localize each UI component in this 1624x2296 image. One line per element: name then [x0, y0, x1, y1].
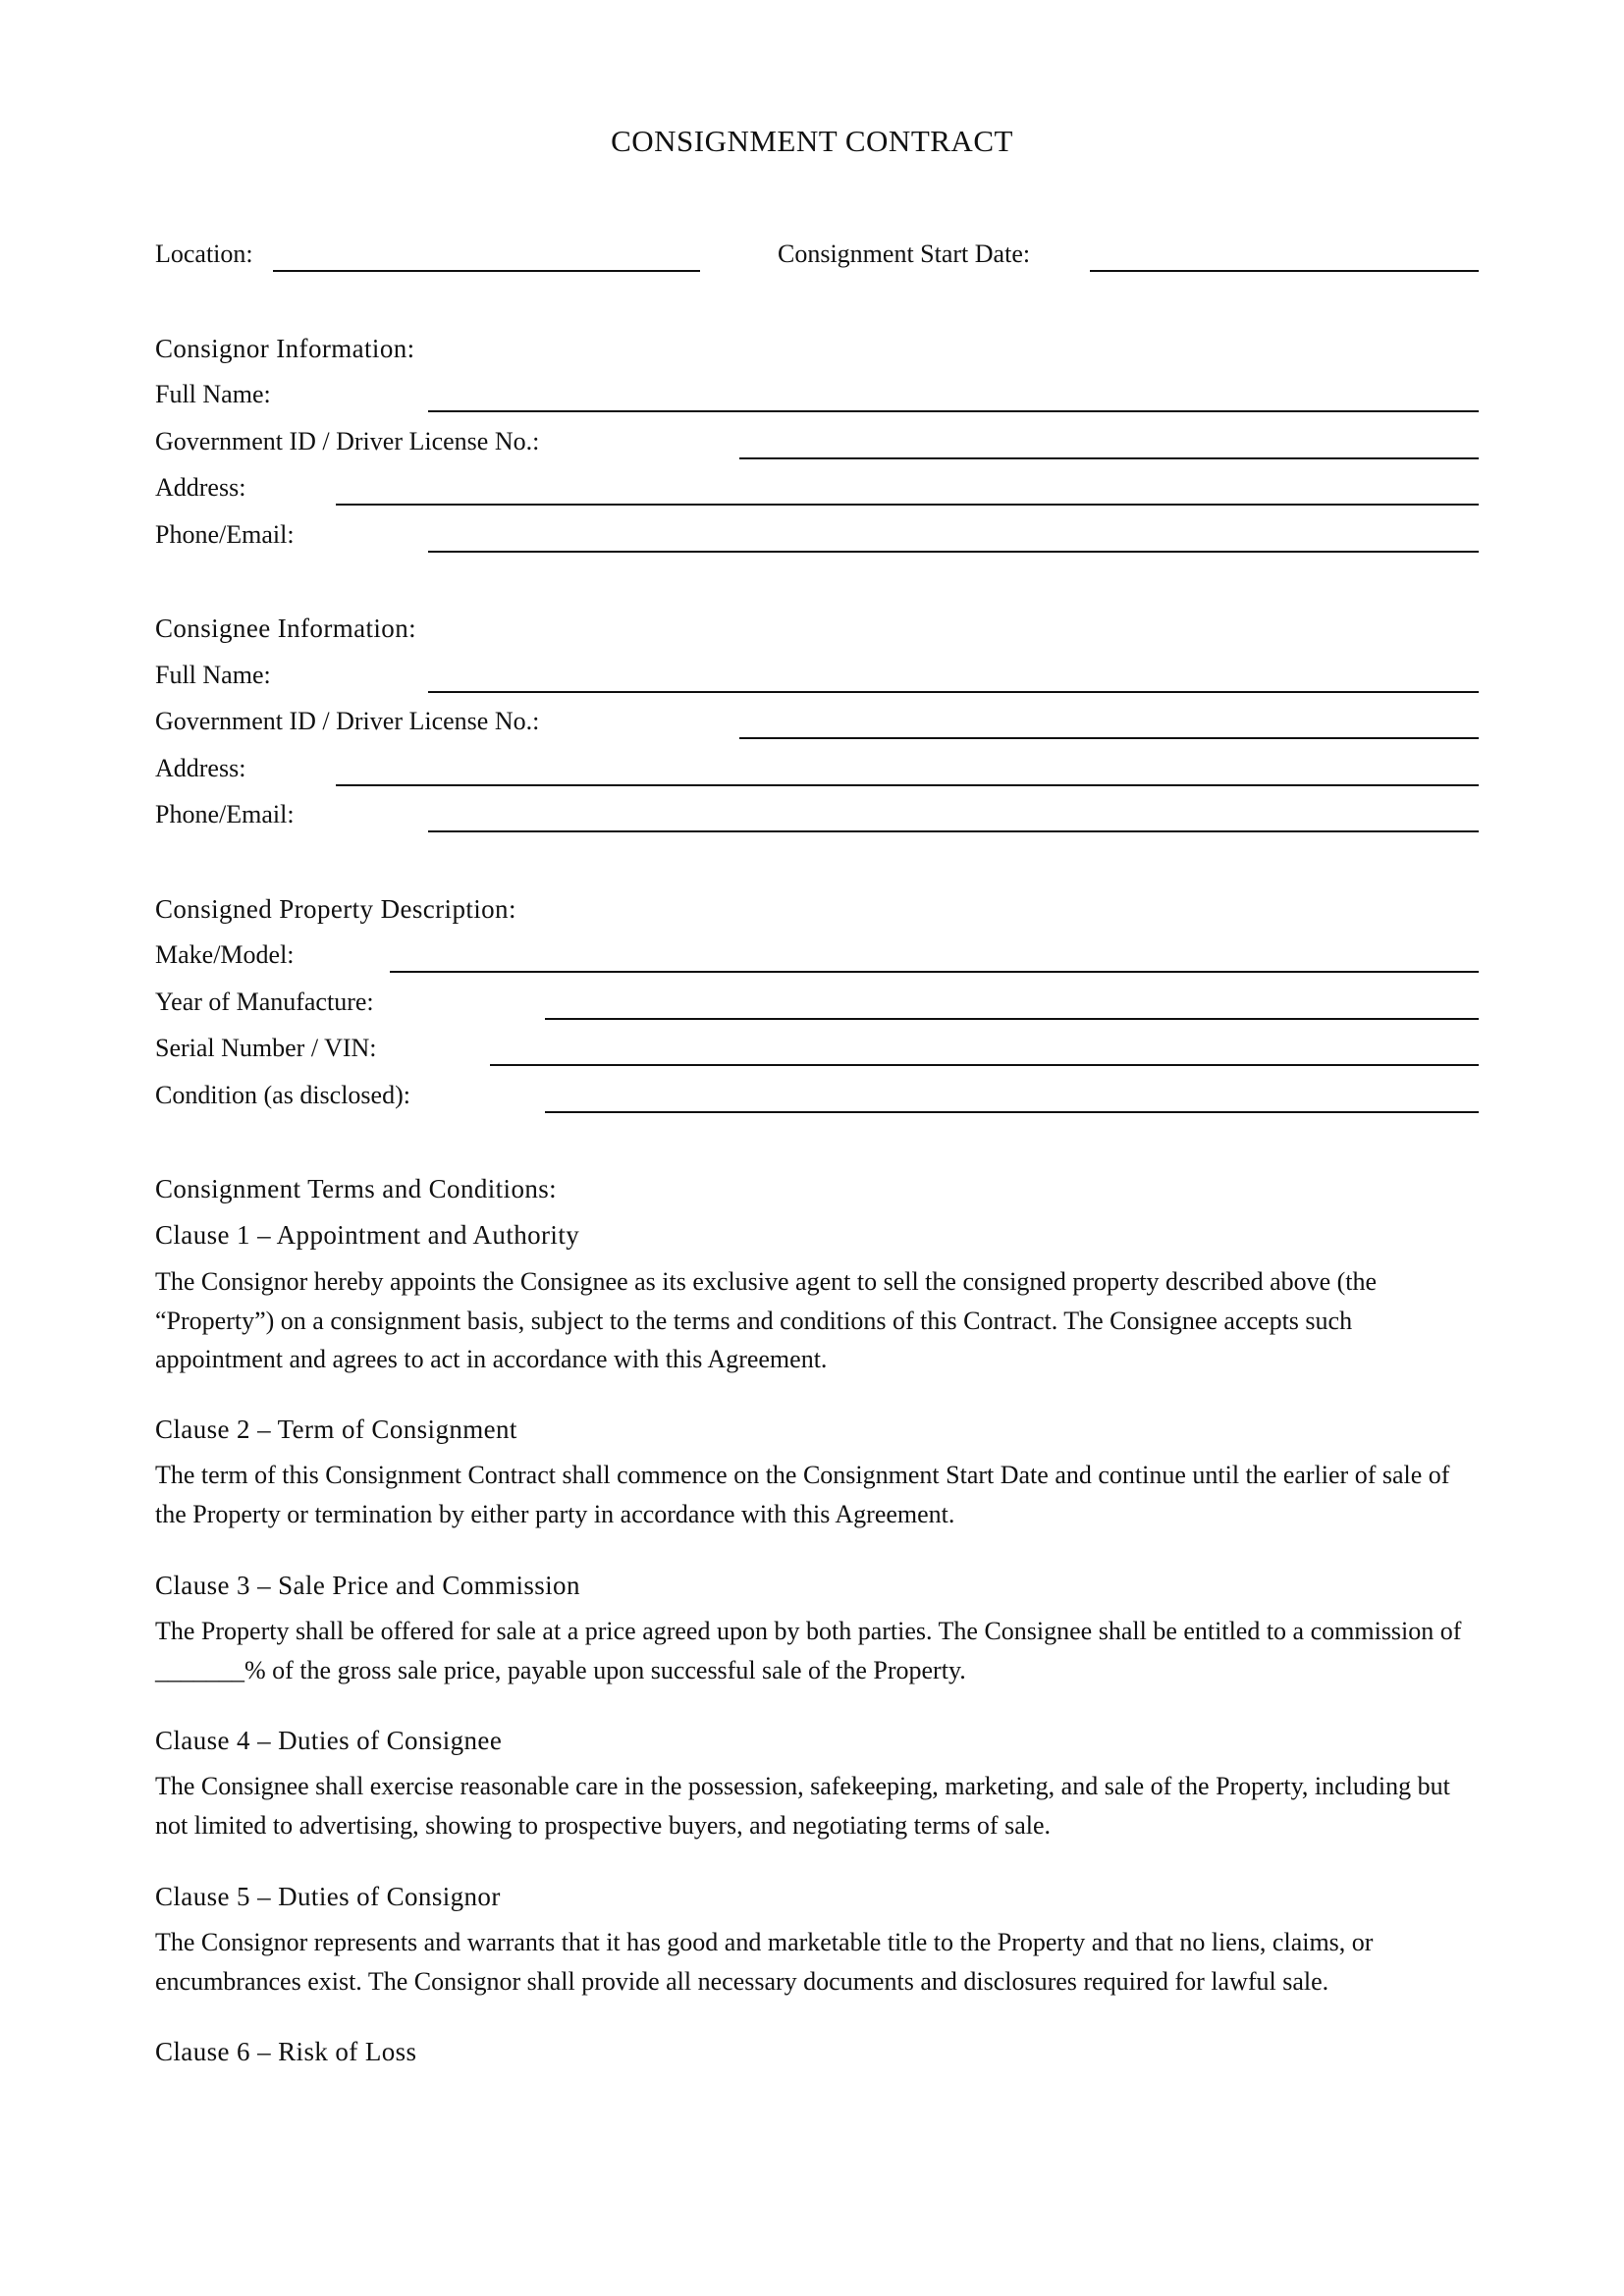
- clause-5-text: The Consignor represents and warrants that it has good and marketable title to the Property and that no liens, claims, or encumbrances exist. The Consignor shall provide all necessary documents and disclosures required for lawful sale.: [155, 1928, 1374, 1996]
- clause-2-text: The term of this Consignment Contract shall commence on the Consignment Start Date and continue until the earlier of sale of the Property or termination by either party in accordance with this Agreement.: [155, 1461, 1450, 1528]
- consignee-full-name-field[interactable]: [428, 691, 1479, 693]
- consignor-address-label: Address:: [155, 473, 246, 502]
- serial-label: Serial Number / VIN:: [155, 1034, 377, 1062]
- make-model-field[interactable]: [390, 971, 1479, 973]
- consignee-gov-id-field[interactable]: [739, 737, 1479, 739]
- terms-heading: Consignment Terms and Conditions:: [155, 1174, 558, 1203]
- location-label: Location:: [155, 240, 253, 268]
- year-label: Year of Manufacture:: [155, 988, 374, 1016]
- clause-5-title: Clause 5 – Duties of Consignor: [155, 1882, 501, 1911]
- consignee-address-field[interactable]: [336, 784, 1479, 786]
- condition-field[interactable]: [545, 1111, 1479, 1113]
- consignee-gov-id-label: Government ID / Driver License No.:: [155, 707, 540, 735]
- clause-4-title: Clause 4 – Duties of Consignee: [155, 1726, 503, 1755]
- clause-3-title: Clause 3 – Sale Price and Commission: [155, 1571, 580, 1600]
- consignee-phone-email-field[interactable]: [428, 830, 1479, 832]
- consignor-gov-id-field[interactable]: [739, 457, 1479, 459]
- clause-1-text: The Consignor hereby appoints the Consignee as its exclusive agent to sell the consigned property described above (the “Property”) on a consignment basis, subject to the terms and conditions of this Contract. The Consignee accepts such appointment and agrees to act in accordance with this Agreement.: [155, 1267, 1378, 1373]
- clause-2-title: Clause 2 – Term of Consignment: [155, 1415, 517, 1444]
- clause-6-title: Clause 6 – Risk of Loss: [155, 2037, 417, 2066]
- condition-label: Condition (as disclosed):: [155, 1081, 410, 1109]
- consignor-address-field[interactable]: [336, 504, 1479, 506]
- consignee-address-label: Address:: [155, 754, 246, 782]
- consignee-heading: Consignee Information:: [155, 614, 416, 643]
- clause-3-text: The Property shall be offered for sale at a price agreed upon by both parties. The Consignee shall be entitled to a commission of _______% of the gross sale price, payable upon successful sale of the Property.: [155, 1617, 1462, 1684]
- location-field[interactable]: [273, 270, 700, 272]
- clause-1-title: Clause 1 – Appointment and Authority: [155, 1220, 580, 1250]
- consignor-full-name-field[interactable]: [428, 410, 1479, 412]
- consignor-full-name-label: Full Name:: [155, 380, 271, 408]
- year-field[interactable]: [545, 1018, 1479, 1020]
- start-date-label: Consignment Start Date:: [778, 240, 1031, 268]
- consignee-full-name-label: Full Name:: [155, 661, 271, 689]
- consignor-phone-email-field[interactable]: [428, 551, 1479, 553]
- document-title: CONSIGNMENT CONTRACT: [611, 124, 1013, 158]
- consignor-heading: Consignor Information:: [155, 334, 415, 363]
- property-heading: Consigned Property Description:: [155, 894, 516, 924]
- make-model-label: Make/Model:: [155, 940, 295, 969]
- serial-field[interactable]: [490, 1064, 1479, 1066]
- start-date-field[interactable]: [1090, 270, 1479, 272]
- clause-4-text: The Consignee shall exercise reasonable care in the possession, safekeeping, marketing, and sale of the Property, including but not limited to advertising, showing to prospective buyers, and negotiating terms of sale.: [155, 1772, 1450, 1840]
- consignor-phone-email-label: Phone/Email:: [155, 520, 295, 549]
- consignor-gov-id-label: Government ID / Driver License No.:: [155, 427, 540, 455]
- consignee-phone-email-label: Phone/Email:: [155, 800, 295, 828]
